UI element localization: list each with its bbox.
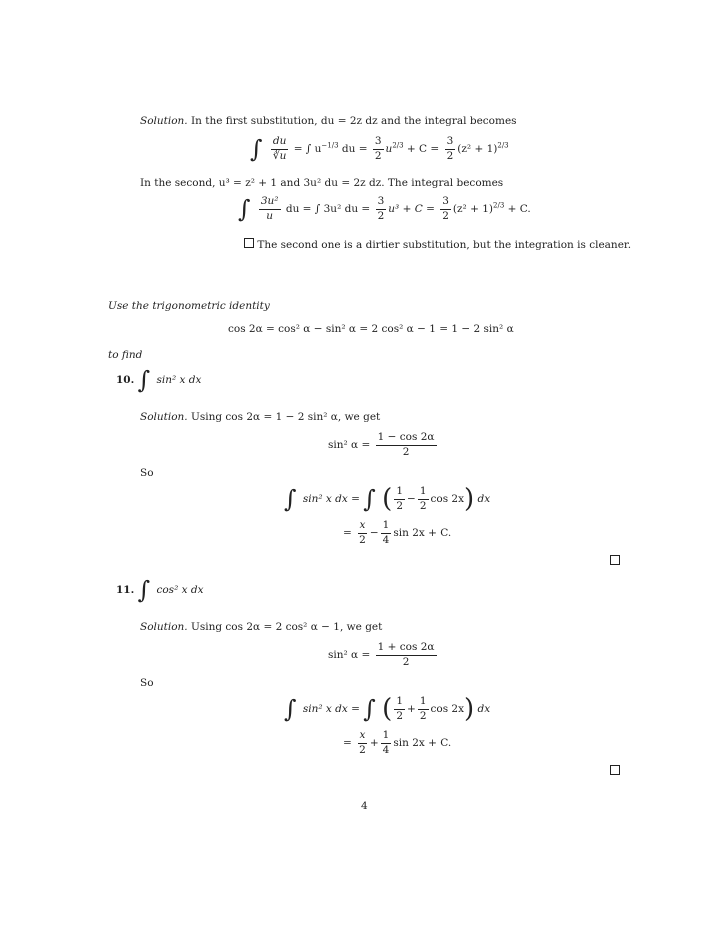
solution-1-second-text: In the second, u³ = z² + 1 and 3u² du = 2z dz. The integral becomes [140,177,504,189]
equation-1: ∫ $\frac{du}{∛u}$ = ∫ $u^{-1/3}$ du = $\frac{3}{2}$ $u^{2/3} + C$ = $\frac{3}{2}$ $(z^2 + 1)^{2/3}$ [250,135,509,164]
fraction: $\frac{1}{2}$ [396,485,403,512]
remark: The second one is a dirtier substitution, but the integration is cleaner. [244,238,631,251]
problem-11-identity: sin² α = $\frac{1 + \cos 2\alpha}{2}$ [328,641,435,668]
integral-sign: ∫ [250,135,263,164]
fraction: $\frac{1}{2}$ [419,485,427,512]
page-number: 4 [361,800,368,812]
problem-10-header: 10. ∫ sin² x dx [116,366,202,394]
problem-11-integral-line-1: ∫ sin² x dx = ∫ ( $\frac{1}{2}$ + $\frac{1}{2}$ cos 2x) dx [284,694,491,725]
fraction: $\frac{1}{2}$ [419,695,427,722]
integral-sign: ∫ [238,195,251,224]
solution-1-text: In the first substitution, du = 2z dz and the integral becomes [190,115,517,127]
solution-label: Solution. [140,115,188,127]
problem-10-integral-line-1: ∫ sin² x dx = ∫ ( $\frac{1}{2}$ − $\frac{1}{2}$ cos 2x) dx [284,484,491,515]
fraction: $\frac{x}{2}$ [359,519,366,546]
problem-number: 11. [116,584,135,596]
problem-11-so: So [140,677,154,689]
qed-square-icon [610,555,620,568]
qed-square-icon [244,238,254,248]
identity-formula: cos 2α = cos² α − sin² α = 2 cos² α − 1 = 1 − 2 sin² α [228,323,514,335]
identity-to-find: to find [108,349,143,361]
fraction: $\frac{du}{∛u}$ [272,135,287,162]
fraction: $\frac{x}{2}$ [359,729,366,756]
fraction: $\frac{3}{2}$ [374,135,382,162]
problem-10-solution: Solution. Using cos 2α = 1 − 2 sin² α, we get [140,411,381,423]
integral-sign: ∫ [284,485,297,514]
problem-10-integral-line-2: = $\frac{x}{2}$ − $\frac{1}{4}$ sin 2x + C. [343,519,452,546]
fraction: $\frac{1}{2}$ [396,695,403,722]
fraction: $\frac{1}{4}$ [382,519,390,546]
integral-sign: ∫ [363,485,376,514]
fraction: $\frac{3}{2}$ [446,135,454,162]
integral-sign: ∫ [137,366,151,394]
problem-11-integral-line-2: = $\frac{x}{2}$ + $\frac{1}{4}$ sin 2x + C. [343,729,452,756]
integral-sign: ∫ [363,695,376,724]
qed-square-icon [610,765,620,778]
problem-number: 10. [116,374,135,386]
fraction: $\frac{3}{2}$ [377,195,385,222]
fraction: $\frac{3}{2}$ [442,195,449,222]
fraction: $\frac{1 - \cos 2\alpha}{2}$ [377,431,435,458]
problem-10-identity: sin² α = $\frac{1 - \cos 2\alpha}{2}$ [328,431,435,458]
fraction: $\frac{1}{4}$ [382,729,390,756]
problem-11-header: 11. ∫ cos² x dx [116,576,204,604]
fraction: $\frac{\text{3u²}}{u}$ [260,195,279,222]
solution-1-intro [140,116,517,127]
integral-sign: ∫ [137,576,151,604]
integral-sign: ∫ [284,695,297,724]
problem-10-so: So [140,467,154,479]
problem-11-solution: Solution. Using cos 2α = 2 cos² α − 1, we get [140,621,383,633]
identity-intro: Use the trigonometric identity [108,300,270,312]
fraction: $\frac{1 + \cos 2\alpha}{2}$ [377,641,435,668]
equation-2: ∫ $\frac{\text{3u²}}{u}$ du = ∫ 3u² du = $\frac{3}{2}$ u³ + C = $\frac{3}{2}$ $(z^2 + 1)^{2/3} + C$. [238,195,531,224]
